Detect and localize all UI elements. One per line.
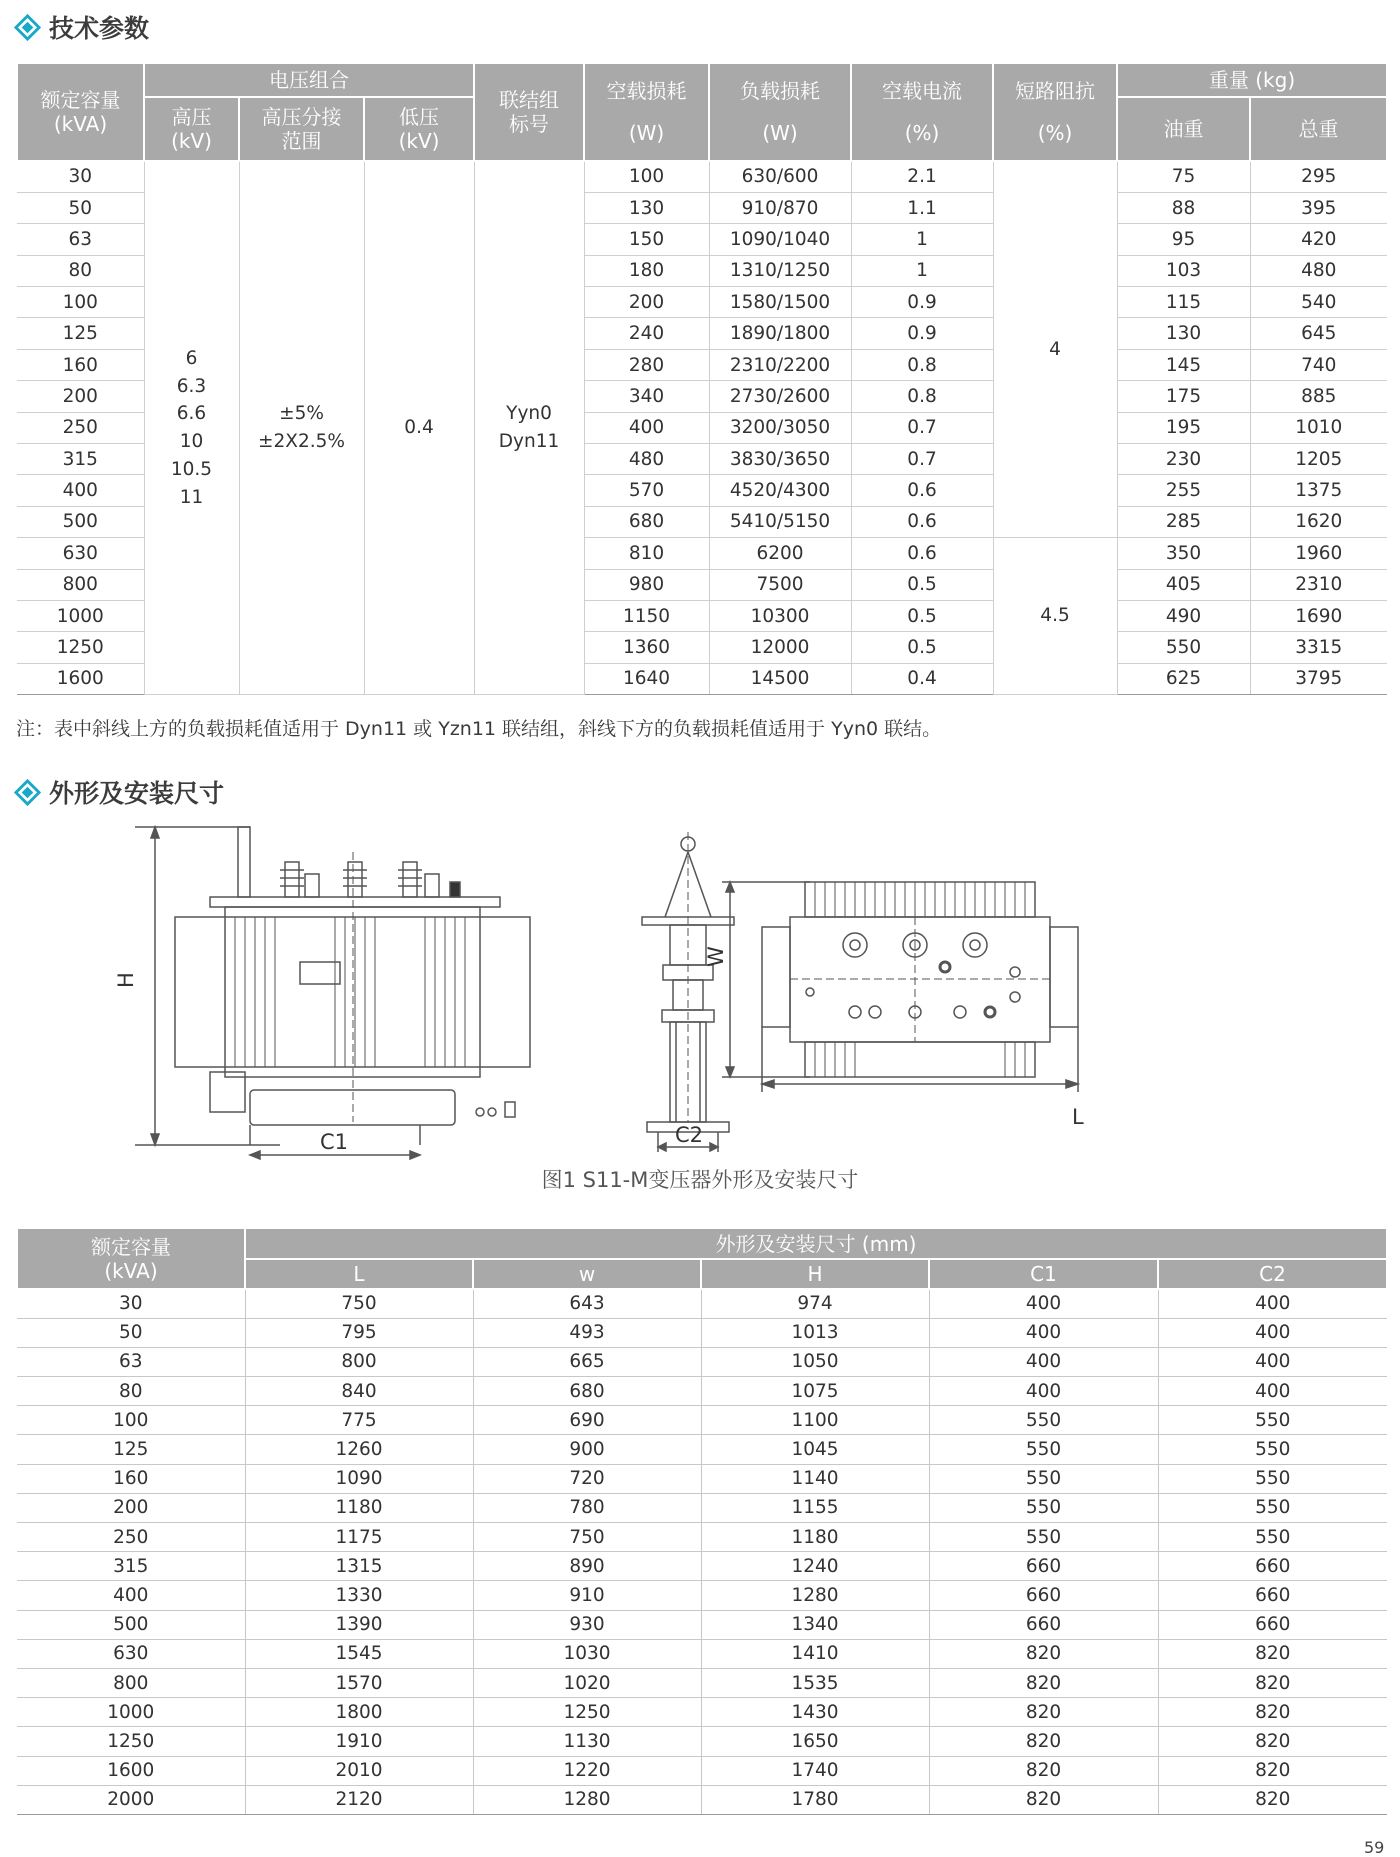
cell-noload-loss: 1150 [584,600,709,631]
section-title-text: 技术参数 [49,14,150,43]
merged-impedance-a: 4 [993,161,1117,538]
cell-noload-current: 0.8 [851,381,993,412]
cell-w: 930 [473,1610,701,1639]
cell-w: 750 [473,1523,701,1552]
cell-w: 493 [473,1318,701,1347]
table-row [17,1639,1387,1668]
cell-c1: 400 [929,1289,1158,1318]
cell-capacity: 1000 [17,600,144,631]
header-tap-range: 高压分接 范围 [239,97,364,161]
label-C1: C1 [320,1130,349,1154]
cell-load-loss: 910/870 [709,192,851,223]
cell-load-loss: 1580/1500 [709,287,851,318]
diamond-icon [14,14,41,41]
cell-load-loss: 7500 [709,569,851,600]
cell-noload-loss: 100 [584,161,709,192]
cell-load-loss: 630/600 [709,161,851,192]
merged-vector-values: Yyn0 Dyn11 [474,161,584,695]
cell-load-loss: 6200 [709,538,851,569]
tech-params-table [16,64,1388,695]
cell-h: 1280 [701,1581,929,1610]
cell-capacity: 315 [17,444,144,475]
cell-w: 1250 [473,1698,701,1727]
cell-c2: 400 [1158,1377,1387,1406]
dim-header-w: w [473,1259,701,1289]
cell-c2: 550 [1158,1406,1387,1435]
cell-l: 1330 [245,1581,473,1610]
section-title-tech [14,10,149,44]
cell-c1: 820 [929,1727,1158,1756]
header-capacity: 额定容量 (kVA) [17,64,144,161]
cell-cap: 63 [17,1347,245,1376]
cell-l: 1570 [245,1668,473,1697]
cell-c1: 820 [929,1668,1158,1697]
cell-h: 1430 [701,1698,929,1727]
table-row [17,1581,1387,1610]
cell-h: 1340 [701,1610,929,1639]
cell-l: 840 [245,1377,473,1406]
table-row [17,1668,1387,1697]
cell-total-weight: 2310 [1250,569,1387,600]
cell-noload-current: 0.9 [851,287,993,318]
cell-cap: 315 [17,1552,245,1581]
cell-noload-current: 0.8 [851,349,993,380]
cell-c1: 400 [929,1347,1158,1376]
cell-oil-weight: 175 [1117,381,1250,412]
cell-noload-current: 1 [851,224,993,255]
header-voltage-group: 电压组合 [144,64,474,97]
dim-header-C2: C2 [1158,1259,1387,1289]
cell-noload-current: 0.6 [851,506,993,537]
header-impedance: 短路阻抗 (%) [993,64,1117,161]
cell-c1: 400 [929,1318,1158,1347]
cell-load-loss: 2310/2200 [709,349,851,380]
cell-total-weight: 295 [1250,161,1387,192]
cell-c2: 660 [1158,1610,1387,1639]
cell-c2: 660 [1158,1552,1387,1581]
cell-h: 1410 [701,1639,929,1668]
cell-cap: 125 [17,1435,245,1464]
merged-tap-values: ±5% ±2X2.5% [239,161,364,695]
table-row [17,1347,1387,1376]
transformer-drawings [110,822,1290,1162]
table-row [17,1698,1387,1727]
cell-cap: 250 [17,1523,245,1552]
cell-total-weight: 3795 [1250,663,1387,694]
cell-load-loss: 12000 [709,632,851,663]
cell-noload-loss: 240 [584,318,709,349]
cell-l: 1260 [245,1435,473,1464]
header-vector-group: 联结组 标号 [474,64,584,161]
table-note: 注：表中斜线上方的负载损耗值适用于 Dyn11 或 Yzn11 联结组，斜线下方的负载损耗值适用于 Yyn0 联结。 [16,718,942,740]
cell-capacity: 125 [17,318,144,349]
section-title-text: 外形及安装尺寸 [49,779,225,808]
cell-noload-current: 2.1 [851,161,993,192]
table-row [17,1727,1387,1756]
cell-oil-weight: 115 [1117,287,1250,318]
cell-load-loss: 1890/1800 [709,318,851,349]
cell-cap: 1250 [17,1727,245,1756]
cell-cap: 160 [17,1464,245,1493]
cell-w: 665 [473,1347,701,1376]
cell-oil-weight: 75 [1117,161,1250,192]
cell-cap: 500 [17,1610,245,1639]
cell-c2: 400 [1158,1289,1387,1318]
cell-cap: 200 [17,1493,245,1522]
dim-header-L: L [245,1259,473,1289]
cell-noload-current: 1 [851,255,993,286]
cell-oil-weight: 145 [1117,349,1250,380]
cell-c1: 820 [929,1785,1158,1814]
cell-h: 1013 [701,1318,929,1347]
cell-c1: 550 [929,1523,1158,1552]
cell-total-weight: 740 [1250,349,1387,380]
cell-load-loss: 4520/4300 [709,475,851,506]
cell-cap: 100 [17,1406,245,1435]
cell-load-loss: 5410/5150 [709,506,851,537]
cell-w: 1020 [473,1668,701,1697]
cell-cap: 1000 [17,1698,245,1727]
cell-l: 2120 [245,1785,473,1814]
cell-h: 1140 [701,1464,929,1493]
cell-noload-loss: 810 [584,538,709,569]
table-row [17,1435,1387,1464]
label-C2: C2 [675,1123,704,1147]
cell-c2: 820 [1158,1756,1387,1785]
cell-capacity: 80 [17,255,144,286]
header-weight: 重量 (kg) [1117,64,1387,97]
cell-load-loss: 2730/2600 [709,381,851,412]
cell-total-weight: 1010 [1250,412,1387,443]
cell-l: 1175 [245,1523,473,1552]
table-row [17,1377,1387,1406]
cell-oil-weight: 490 [1117,600,1250,631]
cell-noload-current: 0.7 [851,444,993,475]
label-H: H [114,972,138,988]
cell-l: 2010 [245,1756,473,1785]
label-L: L [1072,1105,1084,1129]
cell-w: 680 [473,1377,701,1406]
cell-noload-current: 0.5 [851,569,993,600]
cell-l: 1090 [245,1464,473,1493]
cell-cap: 30 [17,1289,245,1318]
cell-oil-weight: 255 [1117,475,1250,506]
cell-w: 1130 [473,1727,701,1756]
cell-noload-loss: 400 [584,412,709,443]
cell-capacity: 30 [17,161,144,192]
cell-total-weight: 3315 [1250,632,1387,663]
cell-w: 910 [473,1581,701,1610]
cell-noload-current: 0.4 [851,663,993,694]
cell-w: 1030 [473,1639,701,1668]
cell-w: 1280 [473,1785,701,1814]
header-load-loss: 负载损耗 (W) [709,64,851,161]
cell-cap: 800 [17,1668,245,1697]
header-noload-current: 空载电流 (%) [851,64,993,161]
merged-impedance-b: 4.5 [993,538,1117,695]
cell-w: 900 [473,1435,701,1464]
header-hv: 高压 (kV) [144,97,239,161]
cell-h: 1780 [701,1785,929,1814]
cell-noload-current: 0.6 [851,538,993,569]
cell-capacity: 630 [17,538,144,569]
cell-l: 795 [245,1318,473,1347]
cell-c2: 660 [1158,1581,1387,1610]
cell-noload-loss: 280 [584,349,709,380]
cell-c1: 550 [929,1406,1158,1435]
merged-hv-values: 6 6.3 6.6 10 10.5 11 [144,161,239,695]
cell-c2: 400 [1158,1347,1387,1376]
cell-h: 1050 [701,1347,929,1376]
dim-header-H: H [701,1259,929,1289]
cell-c1: 660 [929,1610,1158,1639]
cell-noload-loss: 180 [584,255,709,286]
table-row [17,1785,1387,1814]
cell-c1: 660 [929,1552,1158,1581]
cell-h: 1075 [701,1377,929,1406]
dim-header-C1: C1 [929,1259,1158,1289]
cell-c2: 820 [1158,1698,1387,1727]
cell-l: 1180 [245,1493,473,1522]
cell-oil-weight: 230 [1117,444,1250,475]
cell-c2: 550 [1158,1464,1387,1493]
cell-load-loss: 3200/3050 [709,412,851,443]
cell-total-weight: 540 [1250,287,1387,318]
cell-oil-weight: 625 [1117,663,1250,694]
cell-l: 800 [245,1347,473,1376]
cell-total-weight: 395 [1250,192,1387,223]
cell-noload-loss: 130 [584,192,709,223]
table-row [17,1318,1387,1347]
cell-noload-current: 0.5 [851,632,993,663]
cell-noload-loss: 570 [584,475,709,506]
cell-c1: 820 [929,1698,1158,1727]
cell-h: 1740 [701,1756,929,1785]
cell-noload-current: 0.7 [851,412,993,443]
cell-oil-weight: 405 [1117,569,1250,600]
cell-h: 974 [701,1289,929,1318]
cell-capacity: 50 [17,192,144,223]
cell-cap: 80 [17,1377,245,1406]
cell-capacity: 800 [17,569,144,600]
label-W: W [704,946,728,967]
cell-capacity: 1250 [17,632,144,663]
cell-noload-loss: 1360 [584,632,709,663]
cell-total-weight: 1620 [1250,506,1387,537]
cell-l: 1545 [245,1639,473,1668]
cell-l: 750 [245,1289,473,1318]
cell-h: 1535 [701,1668,929,1697]
cell-cap: 2000 [17,1785,245,1814]
cell-oil-weight: 130 [1117,318,1250,349]
cell-h: 1650 [701,1727,929,1756]
cell-noload-loss: 340 [584,381,709,412]
header-noload-loss: 空载损耗 (W) [584,64,709,161]
cell-total-weight: 1205 [1250,444,1387,475]
cell-oil-weight: 88 [1117,192,1250,223]
table-row [17,1464,1387,1493]
cell-h: 1240 [701,1552,929,1581]
table-row [17,1406,1387,1435]
cell-total-weight: 480 [1250,255,1387,286]
cell-l: 1910 [245,1727,473,1756]
cell-w: 690 [473,1406,701,1435]
cell-oil-weight: 350 [1117,538,1250,569]
cell-capacity: 400 [17,475,144,506]
cell-c2: 820 [1158,1668,1387,1697]
cell-c1: 550 [929,1435,1158,1464]
cell-capacity: 63 [17,224,144,255]
table-row [17,1552,1387,1581]
diamond-icon [14,779,41,806]
cell-total-weight: 420 [1250,224,1387,255]
header-lv: 低压 (kV) [364,97,474,161]
cell-total-weight: 1375 [1250,475,1387,506]
cell-total-weight: 1960 [1250,538,1387,569]
cell-load-loss: 10300 [709,600,851,631]
cell-c1: 660 [929,1581,1158,1610]
cell-noload-loss: 1640 [584,663,709,694]
top-view-drawing [722,882,1078,1092]
header-oil-weight: 油重 [1117,97,1250,161]
cell-load-loss: 1310/1250 [709,255,851,286]
cell-c1: 820 [929,1639,1158,1668]
table-row [17,1289,1387,1318]
cell-capacity: 200 [17,381,144,412]
cell-load-loss: 3830/3650 [709,444,851,475]
merged-lv-value: 0.4 [364,161,474,695]
dim-header-capacity: 额定容量 (kVA) [17,1229,245,1289]
cell-oil-weight: 103 [1117,255,1250,286]
cell-total-weight: 1690 [1250,600,1387,631]
dimensions-table [16,1229,1388,1815]
cell-h: 1045 [701,1435,929,1464]
cell-w: 720 [473,1464,701,1493]
cell-cap: 50 [17,1318,245,1347]
cell-noload-loss: 150 [584,224,709,255]
table-row [17,1610,1387,1639]
cell-load-loss: 1090/1040 [709,224,851,255]
side-view-drawing [642,832,734,1152]
cell-cap: 400 [17,1581,245,1610]
cell-c2: 820 [1158,1639,1387,1668]
cell-l: 775 [245,1406,473,1435]
cell-capacity: 1600 [17,663,144,694]
table-row [17,161,1387,192]
cell-c1: 550 [929,1493,1158,1522]
cell-noload-current: 1.1 [851,192,993,223]
section-title-dimensions [14,775,224,809]
page-number: 59 [1364,1838,1385,1857]
table-row [17,1493,1387,1522]
cell-oil-weight: 285 [1117,506,1250,537]
cell-cap: 1600 [17,1756,245,1785]
cell-capacity: 250 [17,412,144,443]
cell-c1: 820 [929,1756,1158,1785]
figure-caption: 图1 S11-M变压器外形及安装尺寸 [541,1168,859,1192]
cell-total-weight: 645 [1250,318,1387,349]
cell-oil-weight: 550 [1117,632,1250,663]
cell-w: 780 [473,1493,701,1522]
cell-w: 890 [473,1552,701,1581]
cell-oil-weight: 195 [1117,412,1250,443]
cell-capacity: 160 [17,349,144,380]
cell-oil-weight: 95 [1117,224,1250,255]
cell-noload-loss: 480 [584,444,709,475]
cell-c2: 550 [1158,1435,1387,1464]
cell-h: 1100 [701,1406,929,1435]
cell-c2: 820 [1158,1785,1387,1814]
cell-c1: 550 [929,1464,1158,1493]
cell-w: 1220 [473,1756,701,1785]
cell-l: 1390 [245,1610,473,1639]
front-view-drawing [135,827,530,1159]
cell-noload-current: 0.5 [851,600,993,631]
cell-l: 1315 [245,1552,473,1581]
cell-noload-loss: 980 [584,569,709,600]
table-row [17,1756,1387,1785]
header-total-weight: 总重 [1250,97,1387,161]
cell-c1: 400 [929,1377,1158,1406]
cell-c2: 550 [1158,1493,1387,1522]
cell-l: 1800 [245,1698,473,1727]
cell-noload-loss: 680 [584,506,709,537]
dim-header-group: 外形及安装尺寸 (mm) [245,1229,1387,1259]
cell-cap: 630 [17,1639,245,1668]
table-row [17,1523,1387,1552]
cell-c2: 820 [1158,1727,1387,1756]
cell-c2: 550 [1158,1523,1387,1552]
cell-noload-current: 0.9 [851,318,993,349]
cell-noload-current: 0.6 [851,475,993,506]
cell-load-loss: 14500 [709,663,851,694]
cell-noload-loss: 200 [584,287,709,318]
cell-capacity: 100 [17,287,144,318]
cell-total-weight: 885 [1250,381,1387,412]
cell-c2: 400 [1158,1318,1387,1347]
cell-w: 643 [473,1289,701,1318]
cell-h: 1155 [701,1493,929,1522]
cell-h: 1180 [701,1523,929,1552]
cell-capacity: 500 [17,506,144,537]
